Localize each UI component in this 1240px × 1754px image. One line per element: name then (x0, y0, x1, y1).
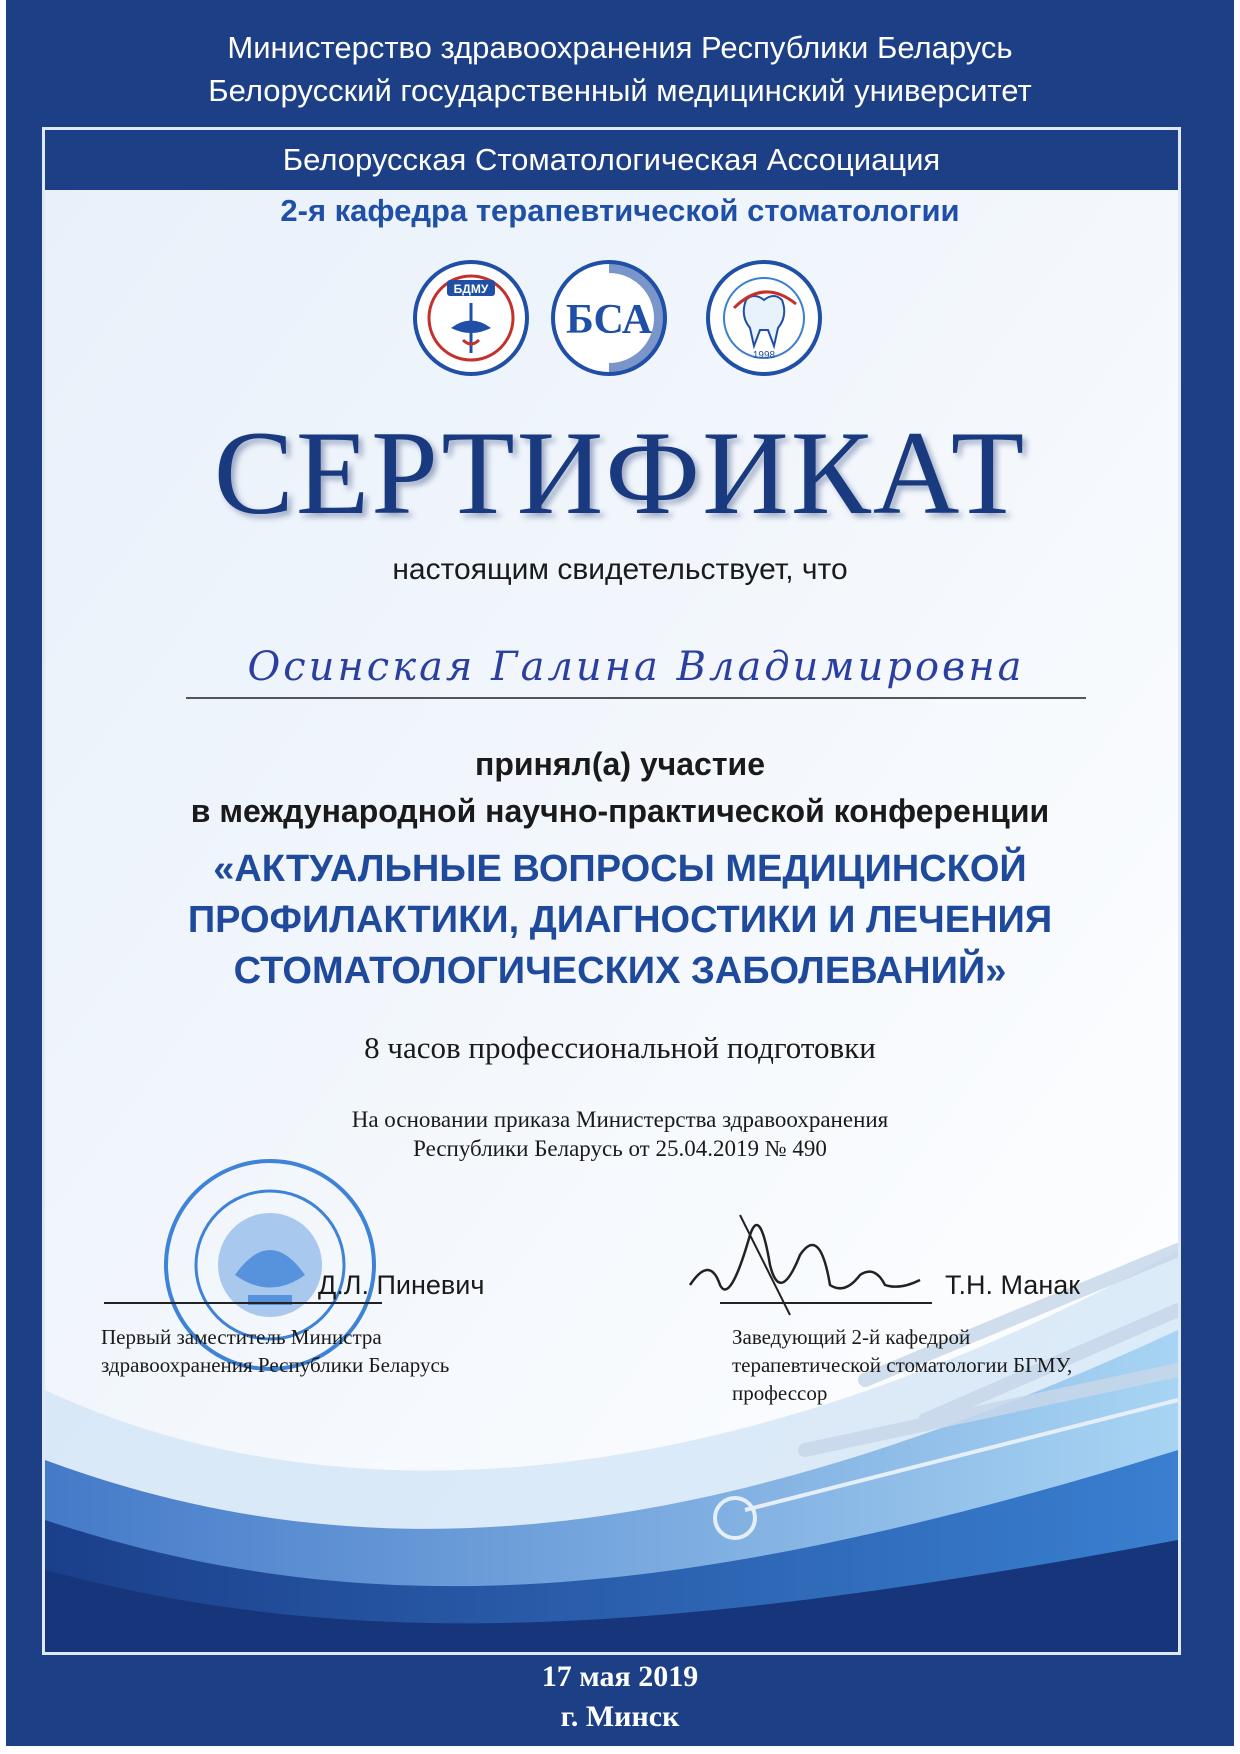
left-signer-title-2: здравоохранения Республики Беларусь (101, 1353, 450, 1377)
issue-city: г. Минск (560, 1700, 680, 1733)
university-line: Белорусский государственный медицинский университет (208, 73, 1032, 108)
right-signer-title-1: Заведующий 2-й кафедрой (732, 1325, 971, 1349)
tooth-logo-year: 1998 (752, 350, 776, 361)
right-signature-line (720, 1302, 932, 1304)
bsmu-logo-label: БДМУ (453, 282, 489, 296)
bsa-emblem-icon (549, 258, 669, 378)
recipient-name: Осинская Галина Владимировна (247, 644, 1025, 690)
conference-title-line-1: «АКТУАЛЬНЫЕ ВОПРОСЫ МЕДИЦИНСКОЙ (213, 848, 1027, 890)
bsmu-emblem-icon (411, 258, 531, 378)
certifies-text: настоящим свидетельствует, что (392, 553, 848, 586)
right-signer-title-2: терапевтической стоматологии БГМУ, (732, 1353, 1073, 1377)
right-signer-title-3: профессор (732, 1381, 828, 1405)
right-handwritten-signature (680, 1195, 940, 1325)
order-basis-line-1: На основании приказа Министерства здравоохранения (351, 1107, 889, 1132)
order-basis-line-2: Республики Беларусь от 25.04.2019 № 490 (413, 1136, 827, 1161)
participation-line-1: принял(а) участие (475, 746, 765, 782)
hours-text: 8 часов профессиональной подготовки (364, 1030, 876, 1065)
participation-line-2: в международной научно-практической конференции (190, 793, 1050, 829)
department-line: 2-я кафедра терапевтической стоматологии (280, 193, 960, 228)
bsa-logo-label: БСА (565, 297, 653, 343)
left-signer-title-1: Первый заместитель Министра (101, 1325, 382, 1349)
tooth-emblem-icon (704, 258, 824, 378)
ministry-line: Министерство здравоохранения Республики Беларусь (227, 30, 1013, 65)
issue-date: 17 мая 2019 (541, 1660, 699, 1693)
recipient-underline (186, 697, 1086, 699)
conference-title-line-3: СТОМАТОЛОГИЧЕСКИХ ЗАБОЛЕВАНИЙ» (233, 950, 1007, 992)
right-signer-name: Т.Н. Манак (945, 1270, 1081, 1300)
certificate-title: СЕРТИФИКАТ (213, 406, 1027, 539)
conference-title-line-2: ПРОФИЛАКТИКИ, ДИАГНОСТИКИ И ЛЕЧЕНИЯ (187, 899, 1053, 941)
left-signature-line (104, 1302, 382, 1304)
left-signer-name: Д.Л. Пиневич (318, 1270, 485, 1300)
association-banner: Белорусская Стоматологическая Ассоциация (45, 130, 1178, 190)
